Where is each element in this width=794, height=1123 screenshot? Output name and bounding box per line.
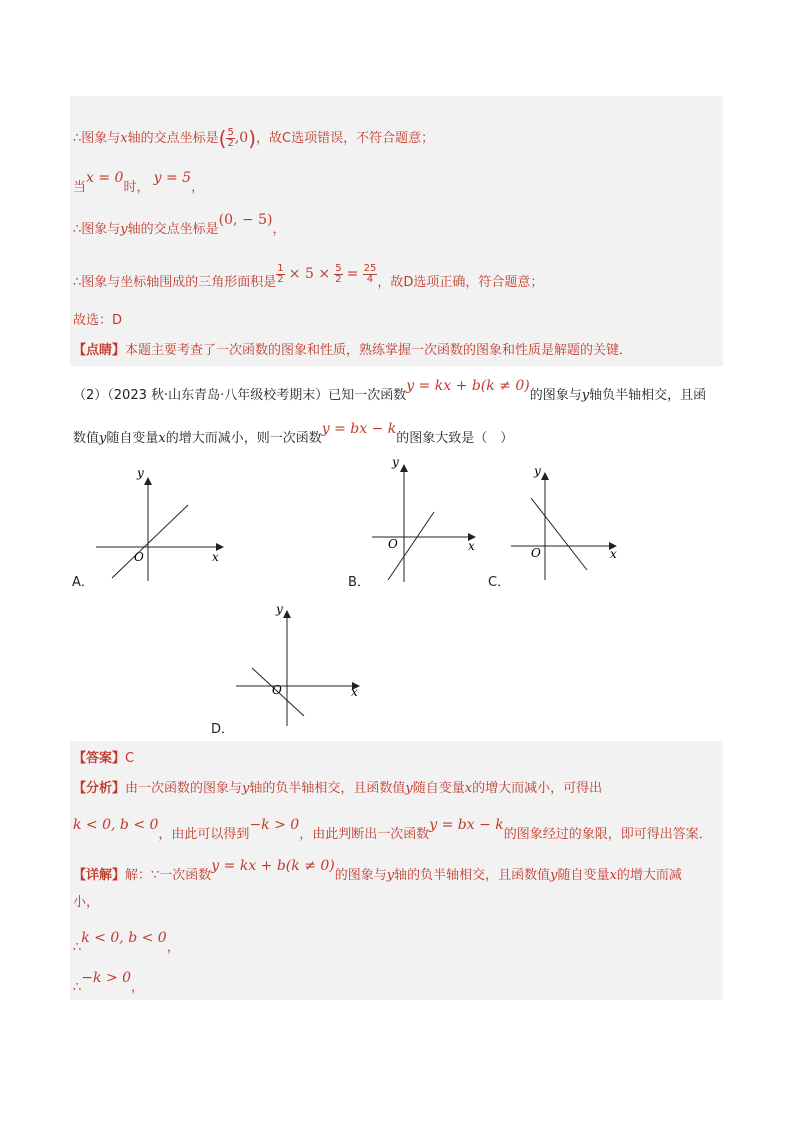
analysis-line-1: 【分析】由一次函数的图象与y轴的负半轴相交，且函数值y随自变量x的增大而减小，可得出 xyxy=(73,781,603,796)
detail-line-3: ∴k < 0, b < 0， xyxy=(73,930,180,955)
option-d-graph[interactable] xyxy=(230,600,370,728)
origin-label: O xyxy=(531,546,541,560)
detail-line-2: 小， xyxy=(73,895,100,910)
solution-line-when-x0: 当x = 0时， y = 5， xyxy=(73,170,205,195)
option-a-function-line xyxy=(112,505,188,578)
option-b-graph[interactable] xyxy=(366,450,486,585)
option-c-label[interactable]: C． xyxy=(488,575,511,590)
x-axis-label: x xyxy=(610,547,617,561)
solution-line-y-intercept: ∴图象与y轴的交点坐标是(0, − 5)， xyxy=(73,212,286,237)
option-d-label[interactable]: D． xyxy=(211,722,235,737)
answer-line: 【答案】C xyxy=(73,751,135,766)
origin-label: O xyxy=(272,683,282,697)
origin-label: O xyxy=(388,537,398,551)
option-a-graph[interactable] xyxy=(90,465,230,585)
option-c-graph[interactable] xyxy=(505,462,625,584)
solution-line-x-intercept: ∴图象与x轴的交点坐标是( $\frac{5}{2}$ ,0)，故C选项错误，不符合题意； xyxy=(73,126,435,151)
option-b-label[interactable]: B． xyxy=(348,575,370,590)
x-axis-label: x xyxy=(212,550,219,564)
y-axis-label: y xyxy=(392,455,399,469)
question-line-2: 数值y随自变量x的增大而减小，则一次函数y = bx − k的图象大致是（ ） xyxy=(73,421,514,446)
detail-line-4: ∴−k > 0， xyxy=(73,970,145,995)
analysis-line-2: k < 0, b < 0，由此可以得到−k > 0，由此判断出一次函数y = bx − k的图象经过的象限，即可得出答案． xyxy=(73,817,712,842)
x-axis-label: x xyxy=(351,685,358,699)
analysis-tag: 【分析】 xyxy=(73,781,126,796)
y-axis-label: y xyxy=(534,464,541,478)
answer-tag: 【答案】 xyxy=(73,751,126,766)
comment-line: 【点睛】本题主要考查了一次函数的图象和性质，熟练掌握一次函数的图象和性质是解题的关键． xyxy=(73,343,633,358)
option-a-label[interactable]: A． xyxy=(72,575,94,590)
solution-line-choice: 故选：D xyxy=(73,313,123,328)
origin-label: O xyxy=(134,550,144,564)
y-axis-label: y xyxy=(276,602,283,616)
question-line-1: （2）（2023 秋·山东青岛·八年级校考期末）已知一次函数y = kx + b(k ≠ 0)的图象与y轴负半轴相交，且函 xyxy=(73,378,707,403)
detail-line-1: 【详解】解：∵一次函数y = kx + b(k ≠ 0)的图象与y轴的负半轴相交，且函数值y随自变量x的增大而减 xyxy=(73,858,682,883)
comment-tag: 【点睛】 xyxy=(73,343,126,358)
x-axis-label: x xyxy=(468,539,475,553)
solution-line-triangle-area: ∴图象与坐标轴围成的三角形面积是 $\frac{1}{2}$ × 5 × $\frac{5}{2}$ = $\frac{25}{4}$ ，故D选项正确，符合题意； xyxy=(73,263,544,290)
detail-tag: 【详解】 xyxy=(73,868,126,883)
y-axis-label: y xyxy=(137,466,144,480)
